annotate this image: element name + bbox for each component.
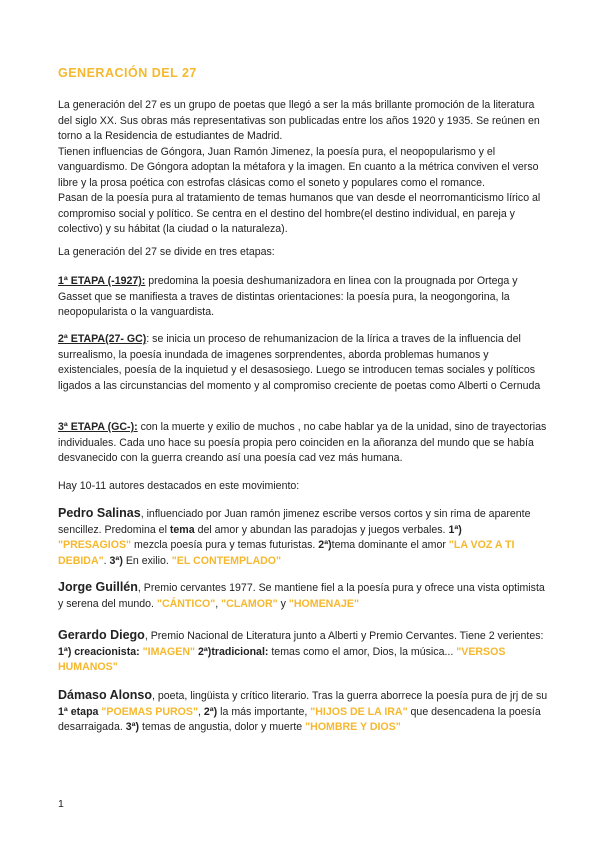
author-name-diego: Gerardo Diego — [58, 628, 145, 642]
stage-1-paragraph — [58, 274, 548, 321]
text-run: , poeta, lingüista y crítico literario. Tras la guerra aborrece la poesía pura de jrj de su — [152, 690, 548, 702]
work-title: "POEMAS PUROS" — [101, 705, 198, 718]
work-title: "CLAMOR" — [221, 597, 278, 610]
text-run: mezcla poesía pura y temas futuristas. — [131, 539, 319, 551]
bold-run: 2ª)tradicional: — [197, 645, 269, 658]
stage-3-label: 3ª ETAPA (GC-): — [58, 421, 138, 433]
bold-run: 3ª) — [109, 554, 123, 567]
work-title: "HOMENAJE" — [288, 597, 359, 610]
work-title: "PRESAGIOS" — [58, 539, 132, 551]
text-run: temas como el amor, Dios, la música... — [268, 645, 457, 658]
work-title: "IMAGEN" — [142, 645, 196, 658]
text-run: tema dominante el amor — [331, 539, 449, 551]
text-run: . — [103, 554, 110, 567]
author-guillen — [58, 580, 548, 612]
text-run: , influenciado por Juan ramón jimenez escribe versos cortos y sin rima de aparente sencillez. Predomina el — [58, 508, 531, 536]
bold-run: 1ª) — [448, 523, 462, 536]
text-run: , — [197, 705, 204, 718]
author-name-salinas: Pedro Salinas — [58, 506, 141, 520]
bold-run: 1ª) creacionista: — [58, 645, 140, 658]
stage-3-paragraph — [58, 420, 548, 467]
text-run: que desencadena la poesía desarraigada. — [58, 705, 541, 733]
stage-2-label: 2ª ETAPA(27- GC) — [58, 333, 147, 345]
text-run: , Premio Nacional de Literatura junto a Alberti y Premio Cervantes. Tiene 2 verientes: — [144, 630, 544, 642]
text-run: temas de angustia, dolor y muerte — [139, 721, 306, 733]
work-title: "HOMBRE Y DIOS" — [305, 721, 401, 733]
author-name-alonso: Dámaso Alonso — [58, 688, 153, 702]
work-title: "EL CONTEMPLADO" — [171, 554, 282, 567]
stages-intro: La generación del 27 se divide en tres etapas: — [58, 246, 275, 258]
author-salinas — [58, 506, 548, 569]
page-number: 1 — [58, 798, 64, 810]
author-alonso — [58, 688, 548, 736]
text-run: En exilio. — [122, 554, 172, 567]
intro-sentence-1: La generación del 27 es un grupo de poetas que llegó a ser la más brillante promoción de la literatura del siglo XX. Sus obras más representativas son publicadas entre los años 1920 y 1935. Se reúnen en torno a la Residencia de estudiantes de Madrid. — [58, 99, 540, 142]
work-title: "VERSOS HUMANOS" — [58, 645, 506, 673]
stage-1-text: predomina la poesia deshumanizadora en linea con la prougnada por Ortega y Gasset que se manifiesta a traves de distintas orientaciones: la poesía pura, la neogongorina, la neopopularista o la vanguardista. — [58, 275, 518, 318]
text-run: y — [277, 597, 289, 610]
bold-run: 2ª) — [203, 705, 218, 718]
bold-run: 3ª) — [125, 721, 140, 733]
text-run: la más importante, — [217, 705, 311, 718]
intro-paragraph — [58, 98, 548, 238]
authors-intro: Hay 10-11 autores destacados en este movimiento: — [58, 480, 300, 492]
bold-run: 2ª) — [318, 539, 332, 551]
bold-run: 1ª etapa — [58, 705, 99, 718]
intro-sentence-3: Pasan de la poesía pura al tratamiento de temas humanos que van desde el neorromanticismo lírico al compromiso social y político. Se centra en el destino del hombre(el destino individual, en pareja y colectivo) y su hábitat (la ciudad o la naturaleza). — [58, 192, 541, 235]
stage-2-paragraph — [58, 332, 548, 394]
text-run: del amor y abundan las paradojas y juegos verbales. — [194, 523, 449, 536]
work-title: "LA VOZ A TI DEBIDA" — [58, 539, 515, 567]
work-title: "HIJOS DE LA IRA" — [310, 705, 408, 718]
stage-3-text: con la muerte y exilio de muchos , no cabe hablar ya de la unidad, sino de trayectorias individuales. Cada uno hace su poesía propia pero coinciden en la añoranza del mundo que se había desvanecido con la guerra creando así una poesía cad vez más humana. — [58, 421, 547, 464]
author-diego — [58, 628, 548, 676]
author-name-guillen: Jorge Guillén — [58, 580, 138, 594]
text-run: , Premio cervantes 1977. Se mantiene fiel a la poesía pura y ofrece una vista optimista y serena del mundo. — [58, 582, 545, 610]
stage-1-label: 1ª ETAPA (-1927): — [58, 275, 146, 287]
document-title: GENERACIÓN DEL 27 — [58, 66, 197, 80]
work-title: "CÁNTICO" — [156, 597, 216, 610]
bold-run: tema — [169, 523, 195, 536]
stage-2-text: : se inicia un proceso de rehumanizacion de la lírica a traves de la influencia del surrealismo, la poesía inundada de imagenes sorprendentes, aborda problemas humanos y existenciales, poesía de la inquietud y el desasosiego. Luego se introducen temas sociales y políticos ligados a las circunstancias del momento y al compromiso creciente de poetas como Alberti o Cernuda — [58, 333, 541, 392]
text-run: , — [215, 597, 222, 610]
intro-sentence-2: Tienen influencias de Góngora, Juan Ramón Jimenez, la poesía pura, el neopopularismo y el vanguardismo. De Góngora adoptan la métafora y la imagen. En cuanto a la métrica conviven el verso libre y la prosa poética con estrofas clásicas como el soneto y populares como el romance. — [58, 145, 539, 189]
